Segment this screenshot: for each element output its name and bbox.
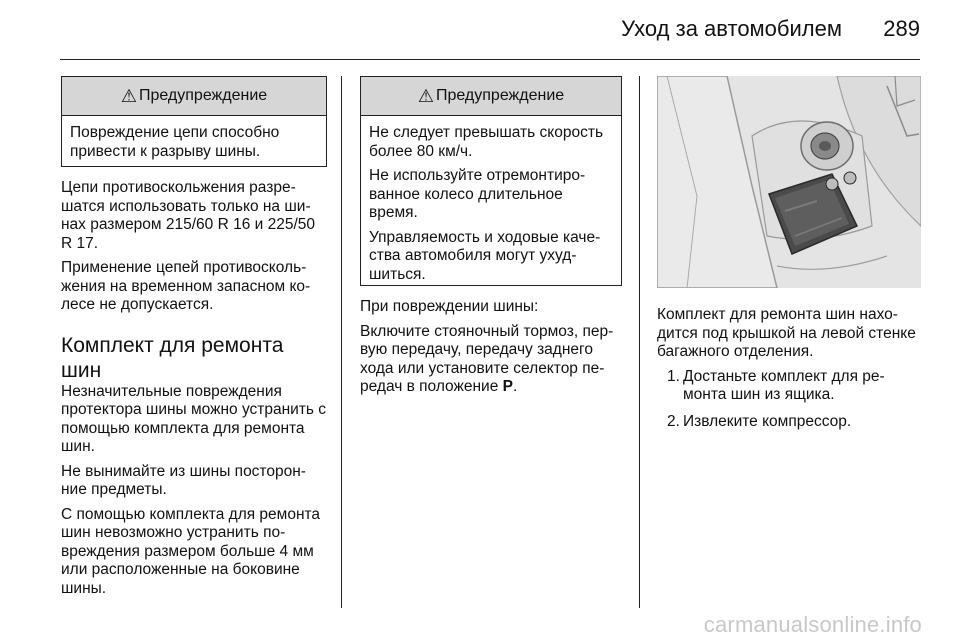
warning-box-chains [61,76,327,167]
warning-box-speed [360,76,622,286]
paragraph: Применение цепей противосколь-жения на временном запасном ко-лесе не допускается. [61,259,311,313]
repair-kit-text [61,383,327,599]
column-divider-2 [639,76,640,608]
list-item [657,413,922,432]
column-3 [657,76,922,439]
list-item [657,368,922,405]
gear-position: P [502,378,513,395]
chains-text [61,179,327,315]
warning-body [361,116,621,292]
warning-title: Предупреждение [435,87,565,104]
paragraph: Комплект для ремонта шин нахо-дится под крышкой на левой стенке багажного отделения. [657,306,916,360]
step-number: 1. [667,367,680,385]
warning-triangle-icon: ⚠ [417,86,434,106]
page-title: Уход за автомобилем [621,16,842,41]
warning-header [62,77,326,116]
section-title: Комплект для ремонта шин [61,333,284,382]
step-text: Достаньте комплект для ре-монта шин из ящика. [683,367,885,403]
warning-triangle-icon: ⚠ [120,86,137,106]
paragraph: Не вынимайте из шины посторон-ние предметы. [61,462,306,498]
page-header [60,0,920,58]
warning-text: Не следует превышать скорость более 80 км/ч. [369,124,604,160]
paragraph: Незначительные повреждения протектора шины можно устранить с помощью комплекта для ремонта шин. [61,382,327,455]
step-number: 2. [667,412,680,430]
warning-text: Повреждение цепи способно привести к разрыву шины. [70,124,280,160]
step-text: Извлеките компрессор. [683,412,852,430]
paragraph: С помощью комплекта для ремонта шин невозможно устранить по-вреждения размером больше 4 мм или расположенные на боковине шины. [61,505,321,597]
column-1 [61,76,327,604]
kit-location-text [657,306,922,431]
paragraph: При повреждении шины: [360,298,539,315]
warning-title: Предупреждение [138,87,268,104]
warning-header [361,77,621,116]
warning-text: Управляемость и ходовые каче-ства автомобиля могут ухуд-шиться. [369,228,601,283]
header-divider [60,59,920,60]
warning-body [62,116,326,169]
page-number: 289 [883,16,920,41]
paragraph-end: . [512,378,518,395]
trunk-illustration [657,76,921,288]
column-divider-1 [341,76,342,608]
trunk-compartment-image [657,76,921,288]
damage-text [360,298,622,397]
warning-text: Не используйте отремонтиро-ванное колесо длительное время. [369,167,586,221]
paragraph: Цепи противоскольжения разре-шатся использовать только на ши-нах размером 215/60 R 16 и 225/50 R 17. [61,179,316,252]
column-2 [360,76,622,403]
step-list [657,368,922,432]
paragraph-text: Включите стояночный тормоз, пер-вую передачу, передачу заднего хода или установите селектор пе-редач в положение [360,322,614,395]
paragraph [360,323,622,397]
watermark: carmanualsonline.info [703,612,922,637]
